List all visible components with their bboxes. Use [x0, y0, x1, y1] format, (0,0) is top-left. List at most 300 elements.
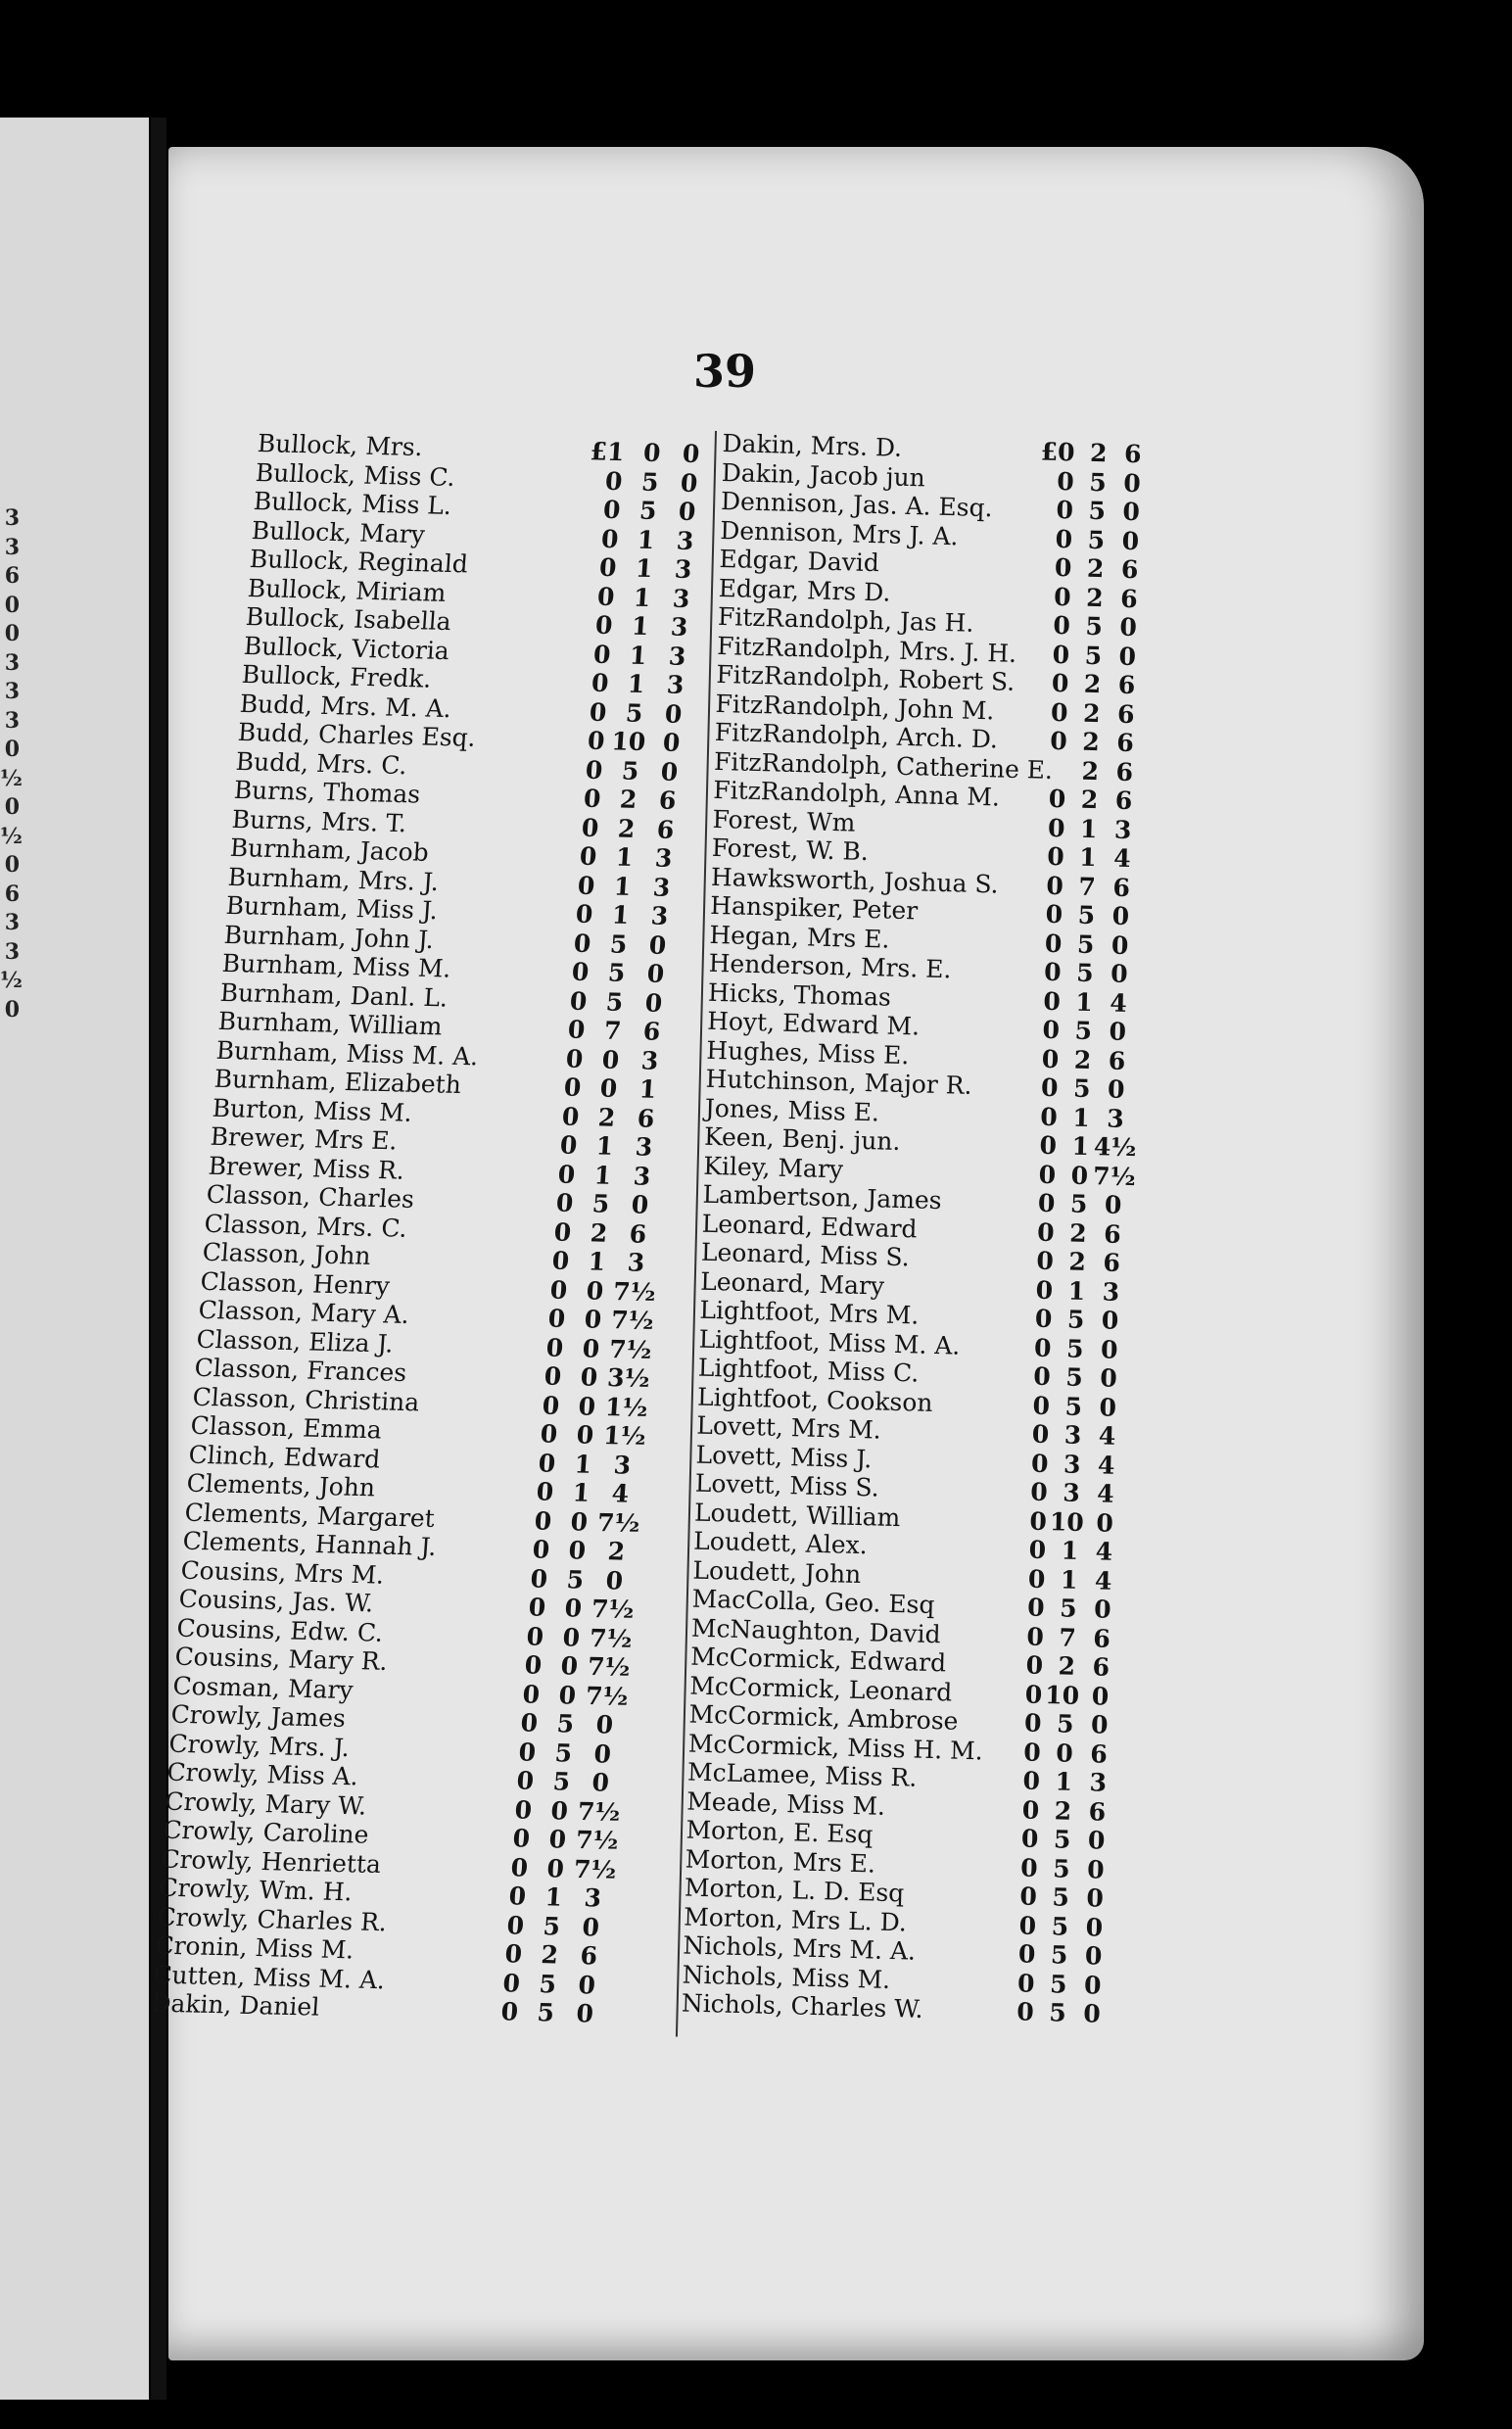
subscriber-name: Lightfoot, Cookson	[696, 1382, 933, 1417]
amount-shillings: 1	[592, 1160, 613, 1190]
amount-shillings: 5	[1085, 611, 1104, 642]
amount-pounds: 0	[558, 1130, 579, 1160]
amount-pence: 3	[651, 872, 672, 902]
amount-shillings: 2	[1089, 438, 1108, 468]
amount-pounds: 0	[1034, 1304, 1053, 1334]
subscriber-name: Dakin, Daniel	[150, 1988, 321, 2022]
amount-pence: 4½	[1093, 1132, 1137, 1163]
subscriber-name: Hutchinson, Major R.	[705, 1064, 972, 1100]
amount-shillings: 1	[631, 611, 650, 642]
amount-shillings: 10	[1044, 1680, 1080, 1710]
amount-shillings: 2	[1086, 553, 1105, 584]
amount-pence: 6	[636, 1103, 656, 1133]
amount-shillings: 5	[1051, 1911, 1069, 1941]
amount-shillings: 1	[1067, 1276, 1086, 1306]
amount-pounds: 0	[1038, 1160, 1057, 1189]
amount-pence: 7½	[612, 1276, 657, 1307]
subscriber-name: Nichols, Mrs M. A.	[683, 1930, 917, 1966]
amount-shillings: 0	[600, 1044, 621, 1074]
subscriber-name: Budd, Mrs. M. A.	[238, 689, 452, 723]
amount-pence: 6	[1093, 1623, 1111, 1653]
amount-pence: 0	[1101, 1306, 1119, 1335]
amount-shillings: 1	[594, 1131, 615, 1161]
amount-pence: 0	[594, 1710, 615, 1739]
amount-shillings: 2	[1081, 756, 1100, 786]
amount-pence: 0	[1119, 612, 1138, 643]
subscriber-name: FitzRandolph, Mrs. J. H.	[716, 631, 1017, 668]
amount-shillings: 1	[573, 1449, 593, 1479]
subscriber-name: Burnham, Miss M.	[220, 948, 452, 983]
amount-pounds: 0	[548, 1274, 569, 1305]
amount-pence: 3	[669, 612, 689, 642]
amount-pounds: 0	[1042, 1015, 1061, 1045]
amount-pounds: 0	[592, 640, 612, 669]
subscriber-name: Lightfoot, Miss C.	[697, 1353, 920, 1388]
amount-pounds: 0	[517, 1737, 538, 1767]
right-subscriber-column	[682, 429, 1149, 2028]
amount-shillings: 5	[1069, 1189, 1088, 1219]
amount-pounds: £0	[1040, 437, 1075, 467]
amount-shillings: 5	[1074, 1016, 1093, 1046]
amount-shillings: 5	[551, 1767, 572, 1796]
subscriber-name: Classon, Mrs. C.	[203, 1209, 408, 1243]
amount-pounds: 0	[598, 552, 618, 583]
amount-pence: 0	[1100, 1334, 1118, 1364]
amount-shillings: 2	[1081, 727, 1101, 757]
amount-pounds: 0	[1022, 1738, 1042, 1767]
subscriber-name: Edgar, Mrs D.	[718, 573, 891, 607]
amount-shillings: 7	[1059, 1622, 1077, 1652]
amount-shillings: 5	[1056, 1709, 1074, 1738]
amount-shillings: 5	[1050, 1940, 1068, 1970]
subscriber-name: Hawksworth, Joshua S.	[710, 862, 999, 899]
amount-pence: 0	[1111, 901, 1130, 931]
amount-shillings: 5	[1088, 496, 1107, 526]
subscriber-name: Bullock, Mrs.	[257, 429, 424, 462]
amount-shillings: 5	[620, 756, 640, 786]
amount-shillings: 5	[606, 958, 627, 987]
amount-pounds: 0	[541, 1390, 561, 1420]
amount-pounds: 0	[1016, 1997, 1035, 2026]
amount-shillings: 5	[1087, 525, 1106, 554]
subscriber-name: Hicks, Thomas	[707, 977, 892, 1012]
amount-pounds: 0	[550, 1246, 571, 1275]
amount-pence: 6	[641, 1017, 662, 1046]
subscriber-name: Crowly, Mary W.	[164, 1786, 368, 1821]
amount-shillings: 1	[587, 1247, 607, 1276]
amount-pence: 4	[1096, 1479, 1115, 1508]
amount-shillings: 2	[1068, 1247, 1087, 1276]
amount-shillings: 5	[591, 1189, 611, 1218]
amount-pence: 6	[1092, 1652, 1110, 1682]
amount-shillings: 2	[1054, 1795, 1072, 1826]
amount-pence: 4	[1110, 988, 1128, 1018]
amount-pounds: 0	[1020, 1824, 1039, 1853]
amount-pence: 0	[1093, 1595, 1111, 1624]
amount-pence: 3	[1102, 1276, 1120, 1307]
amount-shillings: 1	[1055, 1767, 1073, 1796]
amount-pence: 6	[1103, 1248, 1121, 1277]
amount-pounds: 0	[515, 1766, 536, 1795]
subscriber-name: Bullock, Isabella	[244, 601, 452, 637]
amount-pounds: 0	[1019, 1852, 1039, 1882]
amount-pence: 0	[1083, 1970, 1102, 2000]
amount-pounds: 0	[1053, 610, 1071, 641]
amount-pounds: 0	[1050, 697, 1068, 727]
amount-pence: 7½	[575, 1825, 620, 1855]
amount-pence: 0	[1096, 1507, 1114, 1538]
amount-pounds: 0	[1026, 1593, 1045, 1623]
amount-pence: 3	[673, 554, 693, 584]
amount-pence: 0	[678, 497, 697, 527]
amount-pence: 4	[1097, 1450, 1115, 1480]
subscriber-name: Jones, Miss E.	[704, 1093, 880, 1126]
subscriber-name: McCormick, Edward	[689, 1642, 947, 1678]
amount-shillings: 2	[1083, 669, 1102, 699]
amount-pence: 0	[1099, 1363, 1118, 1393]
amount-pence: 2	[606, 1537, 627, 1566]
subscriber-name: Dennison, Mrs J. A.	[719, 515, 959, 550]
subscriber-name: Dennison, Jas. A. Esq.	[720, 486, 993, 523]
amount-shillings: 0	[1055, 1738, 1074, 1768]
amount-pence: 6	[1114, 786, 1133, 816]
amount-shillings: 7	[602, 1016, 623, 1045]
amount-pence: 7½	[591, 1594, 636, 1625]
amount-pounds: 0	[1039, 1102, 1059, 1131]
amount-shillings: 3	[1063, 1449, 1081, 1479]
amount-shillings: 1	[1079, 814, 1098, 843]
amount-pounds: 0	[1032, 1391, 1051, 1420]
subscriber-name: Budd, Charles Esq.	[236, 717, 477, 752]
margin-mark: 0	[4, 737, 20, 762]
amount-pence: 0	[1091, 1681, 1110, 1711]
amount-pounds: 0	[1019, 1881, 1038, 1911]
amount-shillings: 0	[583, 1305, 603, 1334]
amount-shillings: 2	[616, 814, 637, 843]
amount-shillings: 5	[604, 986, 625, 1017]
amount-shillings: 5	[536, 1998, 555, 2027]
subscriber-name: Burnham, John J.	[222, 920, 435, 954]
amount-pence: 6	[1108, 1046, 1126, 1075]
amount-pounds: 0	[594, 610, 614, 641]
amount-pounds: 0	[1051, 668, 1069, 698]
amount-pence: 6	[1123, 439, 1142, 469]
margin-mark: ½	[0, 823, 23, 849]
amount-pence: 6	[1088, 1796, 1107, 1827]
amount-pounds: 0	[1037, 1188, 1056, 1218]
amount-shillings: 5	[1049, 1969, 1067, 1999]
subscriber-name: FitzRandolph, Arch. D.	[714, 717, 999, 754]
amount-pence: 3	[665, 670, 685, 699]
amount-shillings: 1	[1078, 842, 1098, 873]
amount-pounds: 0	[1041, 1044, 1060, 1073]
subscriber-name: Burnham, Jacob	[228, 833, 430, 867]
amount-shillings: 1	[1061, 1536, 1079, 1565]
amount-pence: 0	[1084, 1941, 1103, 1971]
amount-pence: 0	[645, 959, 666, 988]
amount-shillings: 5	[1064, 1362, 1084, 1392]
subscriber-name: Leonard, Edward	[701, 1209, 918, 1243]
amount-shillings: 1	[1075, 987, 1094, 1017]
amount-shillings: 5	[1075, 958, 1094, 988]
amount-shillings: 0	[1070, 1161, 1089, 1190]
subscriber-name: FitzRandolph, Jas H.	[717, 601, 974, 638]
amount-pence: 3	[583, 1883, 602, 1913]
amount-pounds: 0	[1047, 813, 1065, 842]
subscriber-name: Burns, Thomas	[232, 775, 422, 809]
subscriber-name: McNaughton, David	[690, 1613, 942, 1648]
subscriber-name: Crowly, James	[169, 1699, 347, 1733]
amount-pounds: 0	[543, 1361, 563, 1391]
amount-shillings: 2	[1085, 583, 1105, 612]
subscriber-name: Dakin, Mrs. D.	[722, 429, 903, 462]
subscriber-name: McLamee, Miss R.	[686, 1757, 918, 1792]
amount-shillings: 0	[581, 1333, 601, 1363]
subscriber-name: Lovett, Mrs M.	[695, 1410, 882, 1445]
amount-pounds: 0	[562, 1072, 583, 1102]
margin-mark: 0	[4, 852, 20, 878]
amount-pounds: 0	[1054, 552, 1072, 583]
amount-pence: 0	[663, 699, 684, 729]
subscriber-name: Lightfoot, Miss M. A.	[698, 1324, 961, 1360]
subscriber-name: Loudett, John	[692, 1555, 862, 1589]
subscriber-name: Cousins, Jas. W.	[177, 1584, 375, 1618]
amount-pence: 0	[591, 1768, 610, 1797]
amount-shillings: 1	[571, 1478, 591, 1507]
amount-pence: 3	[667, 642, 687, 671]
amount-shillings: 3	[1062, 1478, 1081, 1507]
amount-pounds: 0	[1040, 1072, 1059, 1103]
amount-pence: 4	[1095, 1537, 1113, 1566]
amount-shillings: 2	[1073, 1045, 1092, 1074]
amount-shillings: 2	[1058, 1651, 1076, 1681]
amount-pounds: 0	[566, 1015, 587, 1044]
amount-pence: 0	[1110, 930, 1129, 960]
amount-pounds: 0	[513, 1794, 534, 1825]
subscriber-name: Bullock, Miss L.	[253, 486, 453, 520]
subscriber-name: Cousins, Mary R.	[173, 1642, 389, 1676]
amount-pence: 7½	[577, 1796, 622, 1827]
amount-pence: 4	[610, 1479, 631, 1508]
amount-pence: 7½	[596, 1507, 641, 1538]
amount-pounds: 0	[556, 1160, 577, 1189]
amount-pounds: 0	[596, 582, 616, 611]
amount-pence: 0	[1086, 1854, 1106, 1884]
margin-mark: 3	[4, 910, 20, 935]
amount-pounds: 0	[507, 1881, 528, 1911]
subscriber-name: Leonard, Mary	[699, 1266, 885, 1301]
amount-shillings: 1	[543, 1882, 564, 1912]
amount-pounds: 0	[1025, 1650, 1044, 1680]
amount-shillings: 0	[577, 1391, 597, 1421]
amount-pounds: 0	[1056, 466, 1075, 496]
subscriber-name: McCormick, Leonard	[689, 1671, 953, 1707]
amount-pence: 7½	[587, 1651, 632, 1682]
amount-shillings: 1	[635, 553, 654, 584]
margin-mark: 3	[4, 679, 20, 704]
subscriber-name: Cosman, Mary	[171, 1671, 354, 1704]
amount-pence: 0	[1090, 1710, 1109, 1739]
amount-pounds: 0	[1026, 1622, 1045, 1651]
amount-shillings: 1	[612, 872, 633, 901]
amount-shillings: 0	[567, 1536, 588, 1565]
amount-pounds: 0	[535, 1477, 555, 1506]
subscriber-name: McCormick, Ambrose	[688, 1699, 959, 1736]
margin-mark: 0	[4, 621, 20, 646]
subscriber-name: Bullock, Victoria	[242, 631, 450, 665]
amount-pence: 0	[581, 1912, 600, 1942]
amount-pounds: 0	[1028, 1535, 1047, 1565]
book-gutter	[151, 118, 166, 2400]
amount-pence: 7½	[573, 1854, 618, 1884]
amount-pence: 0	[643, 987, 664, 1018]
subscriber-name: Clements, Margaret	[183, 1498, 436, 1533]
amount-shillings: 0	[549, 1795, 570, 1826]
subscriber-name: Crowly, Wm. H.	[158, 1873, 354, 1907]
subscriber-name: FitzRandolph, Anna M.	[712, 775, 1001, 812]
margin-mark: 0	[4, 996, 20, 1023]
amount-shillings: 1	[1071, 1103, 1091, 1132]
subscriber-name: Morton, E. Esq	[685, 1815, 874, 1849]
amount-pounds: 0	[1022, 1766, 1041, 1795]
amount-pounds: 0	[1049, 726, 1068, 756]
amount-pence: 0	[1121, 526, 1140, 555]
subscriber-name: Hegan, Mrs E.	[709, 920, 890, 954]
amount-pence: 6	[1115, 728, 1135, 758]
subscriber-name: Classon, Emma	[189, 1410, 383, 1445]
amount-pounds: 0	[589, 697, 608, 727]
amount-shillings: 5	[1052, 1853, 1071, 1883]
amount-pounds: 0	[564, 1044, 585, 1073]
margin-mark: 3	[4, 534, 20, 560]
amount-pence: 3	[626, 1248, 646, 1277]
amount-pounds: 0	[1029, 1506, 1048, 1536]
subscriber-name: MacColla, Geo. Esq	[691, 1584, 935, 1620]
amount-pence: 3	[1113, 815, 1132, 844]
amount-shillings: 5	[1059, 1594, 1077, 1623]
previous-page-edge	[0, 118, 149, 2400]
amount-pence: 0	[647, 929, 668, 960]
subscriber-name: Dakin, Jacob jun	[721, 457, 926, 492]
amount-pence: 3	[634, 1132, 654, 1162]
subscriber-name: Crowly, Charles R.	[156, 1902, 388, 1936]
amount-pence: 4	[1094, 1565, 1112, 1596]
subscriber-name: Morton, L. D. Esq	[684, 1873, 905, 1908]
subscriber-name: Burton, Miss M.	[211, 1093, 413, 1127]
amount-pence: 3	[612, 1450, 633, 1480]
amount-pounds: 0	[554, 1188, 575, 1217]
amount-shillings: 0	[557, 1680, 578, 1710]
amount-pence: 1	[638, 1074, 658, 1104]
subscriber-name: Clinch, Edward	[187, 1440, 382, 1473]
amount-pounds: 0	[1027, 1564, 1046, 1594]
subscriber-name: Classon, Mary A.	[197, 1295, 410, 1329]
subscriber-name: Bullock, Miriam	[246, 573, 448, 607]
amount-pence: 3	[632, 1161, 652, 1191]
amount-pounds: 0	[1039, 1130, 1058, 1161]
subscriber-name: Classon, Charles	[205, 1179, 415, 1214]
amount-pounds: 0	[537, 1448, 557, 1478]
margin-mark: 3	[4, 649, 20, 676]
amount-shillings: 5	[1052, 1882, 1070, 1912]
amount-pence: 0	[659, 757, 680, 786]
amount-shillings: 1	[633, 583, 652, 612]
amount-pounds: 0	[1053, 582, 1072, 611]
amount-pence: 0	[680, 468, 699, 498]
amount-pence: 0	[1082, 1999, 1102, 2028]
amount-pence: 6	[657, 786, 678, 815]
subscriber-name: Lightfoot, Mrs M.	[699, 1295, 920, 1330]
subscriber-name: FitzRandolph, Robert S.	[716, 659, 1016, 696]
amount-shillings: 7	[1078, 872, 1097, 901]
amount-pounds: 0	[560, 1102, 581, 1131]
amount-shillings: 5	[1053, 1825, 1071, 1854]
amount-pounds: 0	[539, 1419, 559, 1449]
amount-shillings: 0	[579, 1362, 599, 1392]
amount-pounds: 0	[546, 1304, 567, 1333]
subscriber-name: Burns, Mrs. T.	[230, 804, 408, 837]
amount-pence: 6	[1120, 554, 1139, 585]
subscriber-name: FitzRandolph, Catherine E.	[713, 746, 1054, 785]
amount-pounds: 0	[1029, 1477, 1049, 1507]
amount-pounds: 0	[1033, 1361, 1052, 1392]
amount-shillings: 5	[1065, 1334, 1084, 1363]
amount-pence: 0	[592, 1738, 613, 1769]
subscriber-name: Bullock, Fredk.	[240, 659, 433, 693]
amount-pounds: 0	[533, 1505, 553, 1536]
amount-shillings: 5	[638, 496, 658, 526]
amount-pence: 7½	[1092, 1161, 1137, 1191]
amount-pounds: 0	[505, 1910, 526, 1940]
amount-pence: 7½	[589, 1623, 634, 1653]
amount-pence: 4	[1112, 843, 1132, 874]
amount-pence: 0	[630, 1190, 650, 1219]
margin-mark: 3	[4, 938, 20, 965]
amount-pence: 7½	[608, 1334, 653, 1364]
amount-shillings: 2	[1080, 785, 1099, 815]
subscriber-name: Hughes, Miss E.	[706, 1035, 910, 1070]
amount-pence: 3	[649, 901, 670, 930]
amount-pence: 3½	[606, 1363, 651, 1394]
amount-pounds: 0	[572, 929, 592, 958]
subscriber-name: Cutten, Miss M. A.	[152, 1960, 387, 1994]
amount-pounds: 0	[581, 813, 600, 842]
amount-pounds: 0	[587, 726, 606, 756]
subscriber-name: Classon, Christina	[191, 1382, 421, 1416]
amount-pounds: 0	[1056, 495, 1074, 525]
amount-pence: 7½	[610, 1306, 655, 1336]
amount-shillings: 0	[569, 1506, 590, 1537]
amount-pence: 7½	[585, 1681, 630, 1711]
subscriber-name: Lambertson, James	[702, 1179, 942, 1215]
subscriber-name: Loudett, William	[693, 1498, 901, 1532]
subscriber-name: Cousins, Mrs M.	[179, 1555, 386, 1590]
subscriber-name: Clements, Hannah J.	[181, 1526, 438, 1561]
amount-pounds: 0	[1046, 871, 1064, 900]
amount-shillings: 2	[596, 1102, 617, 1132]
amount-shillings: 2	[1082, 698, 1101, 728]
amount-pence: 3	[676, 526, 695, 555]
amount-pence: 6	[1103, 1218, 1122, 1249]
subscriber-name: Bullock, Mary	[251, 515, 426, 548]
amount-pounds: 0	[523, 1650, 543, 1680]
amount-pounds: 0	[509, 1852, 530, 1882]
amount-pounds: 0	[1031, 1419, 1050, 1450]
amount-pounds: 0	[1033, 1333, 1052, 1362]
amount-shillings: 5	[538, 1969, 557, 1999]
amount-shillings: 2	[540, 1940, 560, 1970]
amount-pounds: 0	[1043, 957, 1062, 987]
